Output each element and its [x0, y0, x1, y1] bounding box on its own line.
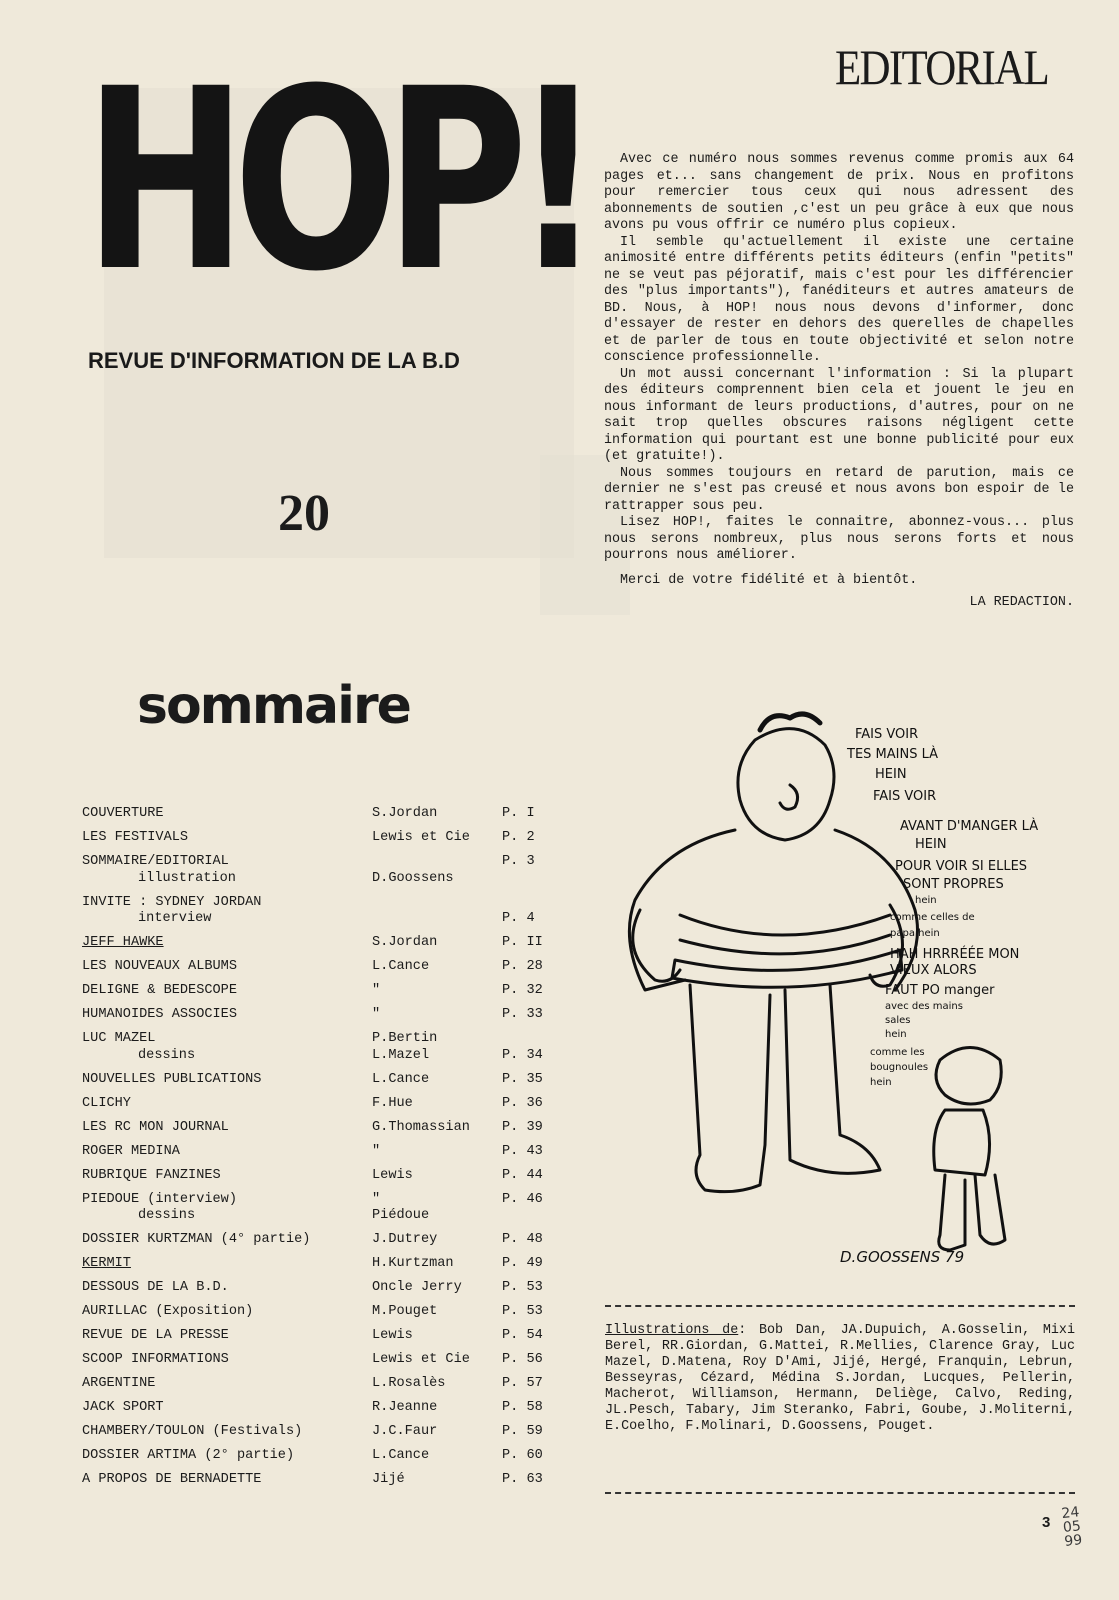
toc-title: DESSOUS DE LA B.D.	[82, 1280, 229, 1295]
toc-subtitle: interview	[138, 911, 212, 926]
toc-row	[82, 1031, 552, 1064]
issue-number: 20	[278, 485, 330, 542]
speech-line: FAIS VOIR	[855, 727, 919, 742]
toc-page: P. 36	[502, 1095, 543, 1111]
toc-title: LES FESTIVALS	[82, 830, 189, 845]
toc-title: PIEDOUE (interview)	[82, 1191, 237, 1207]
toc-title: LES RC MON JOURNAL	[82, 1119, 229, 1135]
man-head	[738, 729, 834, 840]
toc-row	[82, 1376, 552, 1393]
toc-title: LES NOUVEAUX ALBUMS	[82, 959, 237, 974]
toc-page: P. 39	[502, 1119, 543, 1135]
toc-subtitle: dessins	[138, 1047, 196, 1063]
toc-page: P. 59	[502, 1424, 543, 1439]
toc-author: P.Bertin	[372, 1031, 438, 1046]
child-body	[934, 1110, 990, 1175]
toc-title: DELIGNE & BEDESCOPE	[82, 983, 237, 998]
child-hat	[936, 1048, 1001, 1105]
toc-page: P. 33	[502, 1007, 543, 1022]
man-nose	[780, 785, 798, 809]
toc-row	[82, 1168, 552, 1185]
editorial-signature: LA REDACTION.	[969, 595, 1074, 610]
toc-sub-author: Piédoue	[372, 1208, 430, 1223]
toc-title: AURILLAC (Exposition)	[82, 1304, 254, 1319]
editorial-paragraph: Avec ce numéro nous sommes revenus comme promis aux 64 pages et... sans changement de prix. Nous en profitons pour remercier tous ceux qui nous adressent des abonnements de soutien ,c'est un peu grâce à eux que nous avons pu vous offrir ce numéro plus copieux.	[604, 152, 1074, 233]
toc-sub-page: P. 34	[502, 1047, 543, 1063]
speech-line: HEIN	[915, 837, 947, 852]
divider-top	[605, 1305, 1075, 1309]
toc-row	[82, 1352, 552, 1369]
toc-row	[82, 1120, 552, 1137]
toc-author: Jijé	[372, 1472, 405, 1487]
illustrations-names: : Bob Dan, JA.Dupuich, A.Gosselin, Mixi Berel, RR.Giordan, G.Mattei, R.Mellies, Clarence Gray, Luc Mazel, D.Matena, Roy D'Ami, Jijé, Hergé, Franquin, Lebrun, Besseyras, Cézard, Médina S.Jordan, Lucques, Pellerin, Macherot, Williamson, Hermann, Deliège, Calvo, Reding, JL.Pesch, Tabary, Jim Steranko, Fabri, Goube, J.Moliterni, E.Coelho, F.Molinari, D.Goossens, Pouget.	[605, 1323, 1075, 1434]
toc-row	[82, 1400, 552, 1417]
man-belt	[672, 950, 902, 987]
editorial-paragraph: Lisez HOP!, faites le connaitre, abonnez-vous... plus nous serons nombreux, plus nous serons forts et nous pourrons nous améliorer.	[604, 515, 1074, 563]
toc-page: P. 53	[502, 1304, 543, 1319]
speech-line: bougnoules	[870, 1062, 929, 1073]
toc-author: J.Dutrey	[372, 1232, 438, 1247]
toc-row	[82, 935, 552, 952]
speech-line: hein	[870, 1077, 892, 1088]
toc-title: HUMANOIDES ASSOCIES	[82, 1007, 237, 1022]
toc-author: L.Cance	[372, 959, 430, 974]
toc-page: P. 28	[502, 959, 543, 974]
toc-row	[82, 1448, 552, 1465]
toc-author: "	[372, 1191, 381, 1207]
speech-line: sales	[885, 1015, 911, 1026]
toc-author: S.Jordan	[372, 935, 438, 950]
magazine-subtitle: REVUE D'INFORMATION DE LA B.D	[88, 348, 460, 373]
toc-author: Lewis et Cie	[372, 830, 470, 845]
toc-row	[82, 1007, 552, 1024]
toc-subtitle: dessins	[138, 1208, 196, 1223]
toc-row	[82, 854, 552, 887]
speech-line: avec des mains	[885, 1001, 963, 1012]
toc-author: S.Jordan	[372, 806, 438, 821]
toc-title: ROGER MEDINA	[82, 1143, 180, 1159]
editorial-thanks: Merci de votre fidélité et à bientôt.	[620, 572, 918, 588]
toc-title: SOMMAIRE/EDITORIAL	[82, 854, 229, 869]
toc-author: Oncle Jerry	[372, 1280, 462, 1295]
handwritten-date	[1061, 1505, 1085, 1549]
toc-page: P. 43	[502, 1143, 543, 1159]
table-of-contents	[82, 806, 552, 1496]
toc-sub-author: L.Mazel	[372, 1047, 430, 1063]
toc-page: P. 57	[502, 1376, 543, 1391]
toc-title: RUBRIQUE FANZINES	[82, 1167, 221, 1183]
editorial-title: EDITORIAL	[835, 39, 1049, 95]
editorial-paragraph: Nous sommes toujours en retard de parution, mais ce dernier ne s'est pas creusé et nous avons bon espoir de le rattrapper sous peu.	[604, 465, 1074, 514]
toc-page: P. 48	[502, 1232, 543, 1247]
toc-author: G.Thomassian	[372, 1119, 470, 1135]
toc-row	[82, 1280, 552, 1297]
speech-line: SONT PROPRES	[903, 877, 1004, 892]
toc-page: P. 53	[502, 1280, 543, 1295]
toc-author: R.Jeanne	[372, 1400, 438, 1415]
toc-author: L.Cance	[372, 1448, 430, 1463]
speech-line: comme celles de	[890, 912, 975, 923]
toc-row	[82, 1328, 552, 1345]
toc-page: P. 56	[502, 1352, 543, 1367]
toc-row	[82, 1072, 552, 1089]
toc-title: COUVERTURE	[82, 806, 164, 821]
toc-title: CLICHY	[82, 1095, 131, 1111]
toc-author: Lewis et Cie	[372, 1352, 470, 1367]
toc-row	[82, 1192, 552, 1225]
toc-page: P. 44	[502, 1167, 543, 1183]
toc-page: P. 58	[502, 1400, 543, 1415]
illustrations-label: Illustrations de	[605, 1323, 739, 1338]
toc-row	[82, 1304, 552, 1321]
magazine-logo: HOP!	[84, 35, 589, 326]
man-legs	[690, 985, 880, 1192]
toc-author: Lewis	[372, 1167, 413, 1183]
toc-page: P. 32	[502, 983, 543, 998]
toc-title: KERMIT	[82, 1256, 131, 1271]
toc-title: A PROPOS DE BERNADETTE	[82, 1472, 262, 1487]
toc-title: LUC MAZEL	[82, 1031, 156, 1046]
toc-page: P. 60	[502, 1448, 543, 1463]
toc-author: L.Cance	[372, 1071, 430, 1087]
toc-page: P. 49	[502, 1256, 543, 1271]
toc-author: F.Hue	[372, 1095, 413, 1111]
toc-title: INVITE : SYDNEY JORDAN	[82, 894, 262, 910]
toc-page: P. II	[502, 935, 543, 950]
toc-row	[82, 895, 552, 928]
toc-author: H.Kurtzman	[372, 1256, 454, 1271]
toc-page: P. 2	[502, 830, 535, 845]
toc-row	[82, 959, 552, 976]
toc-sub-author: D.Goossens	[372, 870, 454, 886]
toc-title: REVUE DE LA PRESSE	[82, 1328, 229, 1343]
illustrations-credits	[605, 1323, 1075, 1435]
cartoon-signature: D.GOOSSENS 79	[840, 1248, 965, 1266]
toc-title: ARGENTINE	[82, 1376, 156, 1391]
speech-line: hein	[915, 895, 937, 906]
toc-sub-page: P. 4	[502, 911, 535, 926]
cartoon-illustration	[585, 700, 1055, 1285]
toc-author: "	[372, 983, 381, 998]
speech-line: hein	[885, 1029, 907, 1040]
toc-title: CHAMBERY/TOULON (Festivals)	[82, 1424, 303, 1439]
toc-row	[82, 1232, 552, 1249]
toc-title: JACK SPORT	[82, 1400, 164, 1415]
sommaire-title: sommaire	[137, 676, 410, 736]
toc-row	[82, 1256, 552, 1273]
handwritten-day: 24	[1060, 1504, 1081, 1523]
toc-title: SCOOP INFORMATIONS	[82, 1352, 229, 1367]
speech-line: TES MAINS LÀ	[847, 747, 939, 762]
toc-title: DOSSIER ARTIMA (2° partie)	[82, 1448, 295, 1463]
editorial-body	[604, 152, 1074, 612]
toc-row	[82, 830, 552, 847]
handwritten-month: 05	[1062, 1518, 1082, 1537]
handwritten-year: 99	[1063, 1532, 1084, 1550]
toc-row	[82, 983, 552, 1000]
toc-row	[82, 806, 552, 823]
editorial-paragraph: Il semble qu'actuellement il existe une certaine animosité entre différents petits éditeurs (enfin "petits" ne se veut pas péjoratif, mais c'est pour les différencier des "plus importants"), fanéditeurs et autres amateurs de BD. Nous, à HOP! nous nous devons d'informer, donc d'essayer de rester en dehors des querelles de chapelles et de parler de tous en toute objectivité et selon notre conscience professionnelle.	[604, 234, 1074, 365]
toc-row	[82, 1096, 552, 1113]
divider-bottom	[605, 1492, 1075, 1496]
toc-title: DOSSIER KURTZMAN (4° partie)	[82, 1232, 311, 1247]
toc-page: P. 46	[502, 1191, 543, 1207]
editorial-paragraph: Un mot aussi concernant l'information : Si la plupart des éditeurs comprennent bien cela et jouent le jeu en nous informant de leurs productions, d'autres, pour on ne sait trop quelles obscures raisons négligent cette information qui pourtant est une bonne publicité pour eux (et gratuite!).	[604, 366, 1074, 464]
toc-author: M.Pouget	[372, 1304, 438, 1319]
speech-line: HEIN	[875, 767, 907, 782]
toc-author: L.Rosalès	[372, 1376, 446, 1391]
speech-line: AVANT D'MANGER LÀ	[900, 819, 1039, 834]
man-belly	[680, 915, 890, 954]
toc-row	[82, 1472, 552, 1489]
speech-line: HAH HRRRÉÉE MON	[890, 947, 1020, 962]
toc-page: P. I	[502, 806, 535, 821]
toc-page: P. 3	[502, 854, 535, 869]
speech-line: VIEUX ALORS	[890, 963, 977, 978]
toc-subtitle: illustration	[138, 870, 236, 886]
toc-page: P. 63	[502, 1472, 543, 1487]
page-number: 3	[1042, 1514, 1051, 1531]
toc-title: NOUVELLES PUBLICATIONS	[82, 1071, 262, 1087]
speech-line: papa hein	[890, 928, 940, 939]
toc-page: P. 35	[502, 1071, 543, 1087]
toc-page: P. 54	[502, 1328, 543, 1343]
toc-row	[82, 1144, 552, 1161]
toc-row	[82, 1424, 552, 1441]
speech-line: FAIS VOIR	[873, 789, 937, 804]
speech-line: POUR VOIR SI ELLES	[895, 859, 1028, 874]
toc-author: J.C.Faur	[372, 1424, 438, 1439]
speech-line: FAUT PO manger	[885, 983, 995, 998]
speech-line: comme les	[870, 1047, 925, 1058]
toc-author: "	[372, 1007, 381, 1022]
toc-author: Lewis	[372, 1328, 413, 1343]
toc-author: "	[372, 1143, 381, 1159]
toc-title: JEFF HAWKE	[82, 935, 164, 950]
child-legs	[939, 1175, 1005, 1250]
